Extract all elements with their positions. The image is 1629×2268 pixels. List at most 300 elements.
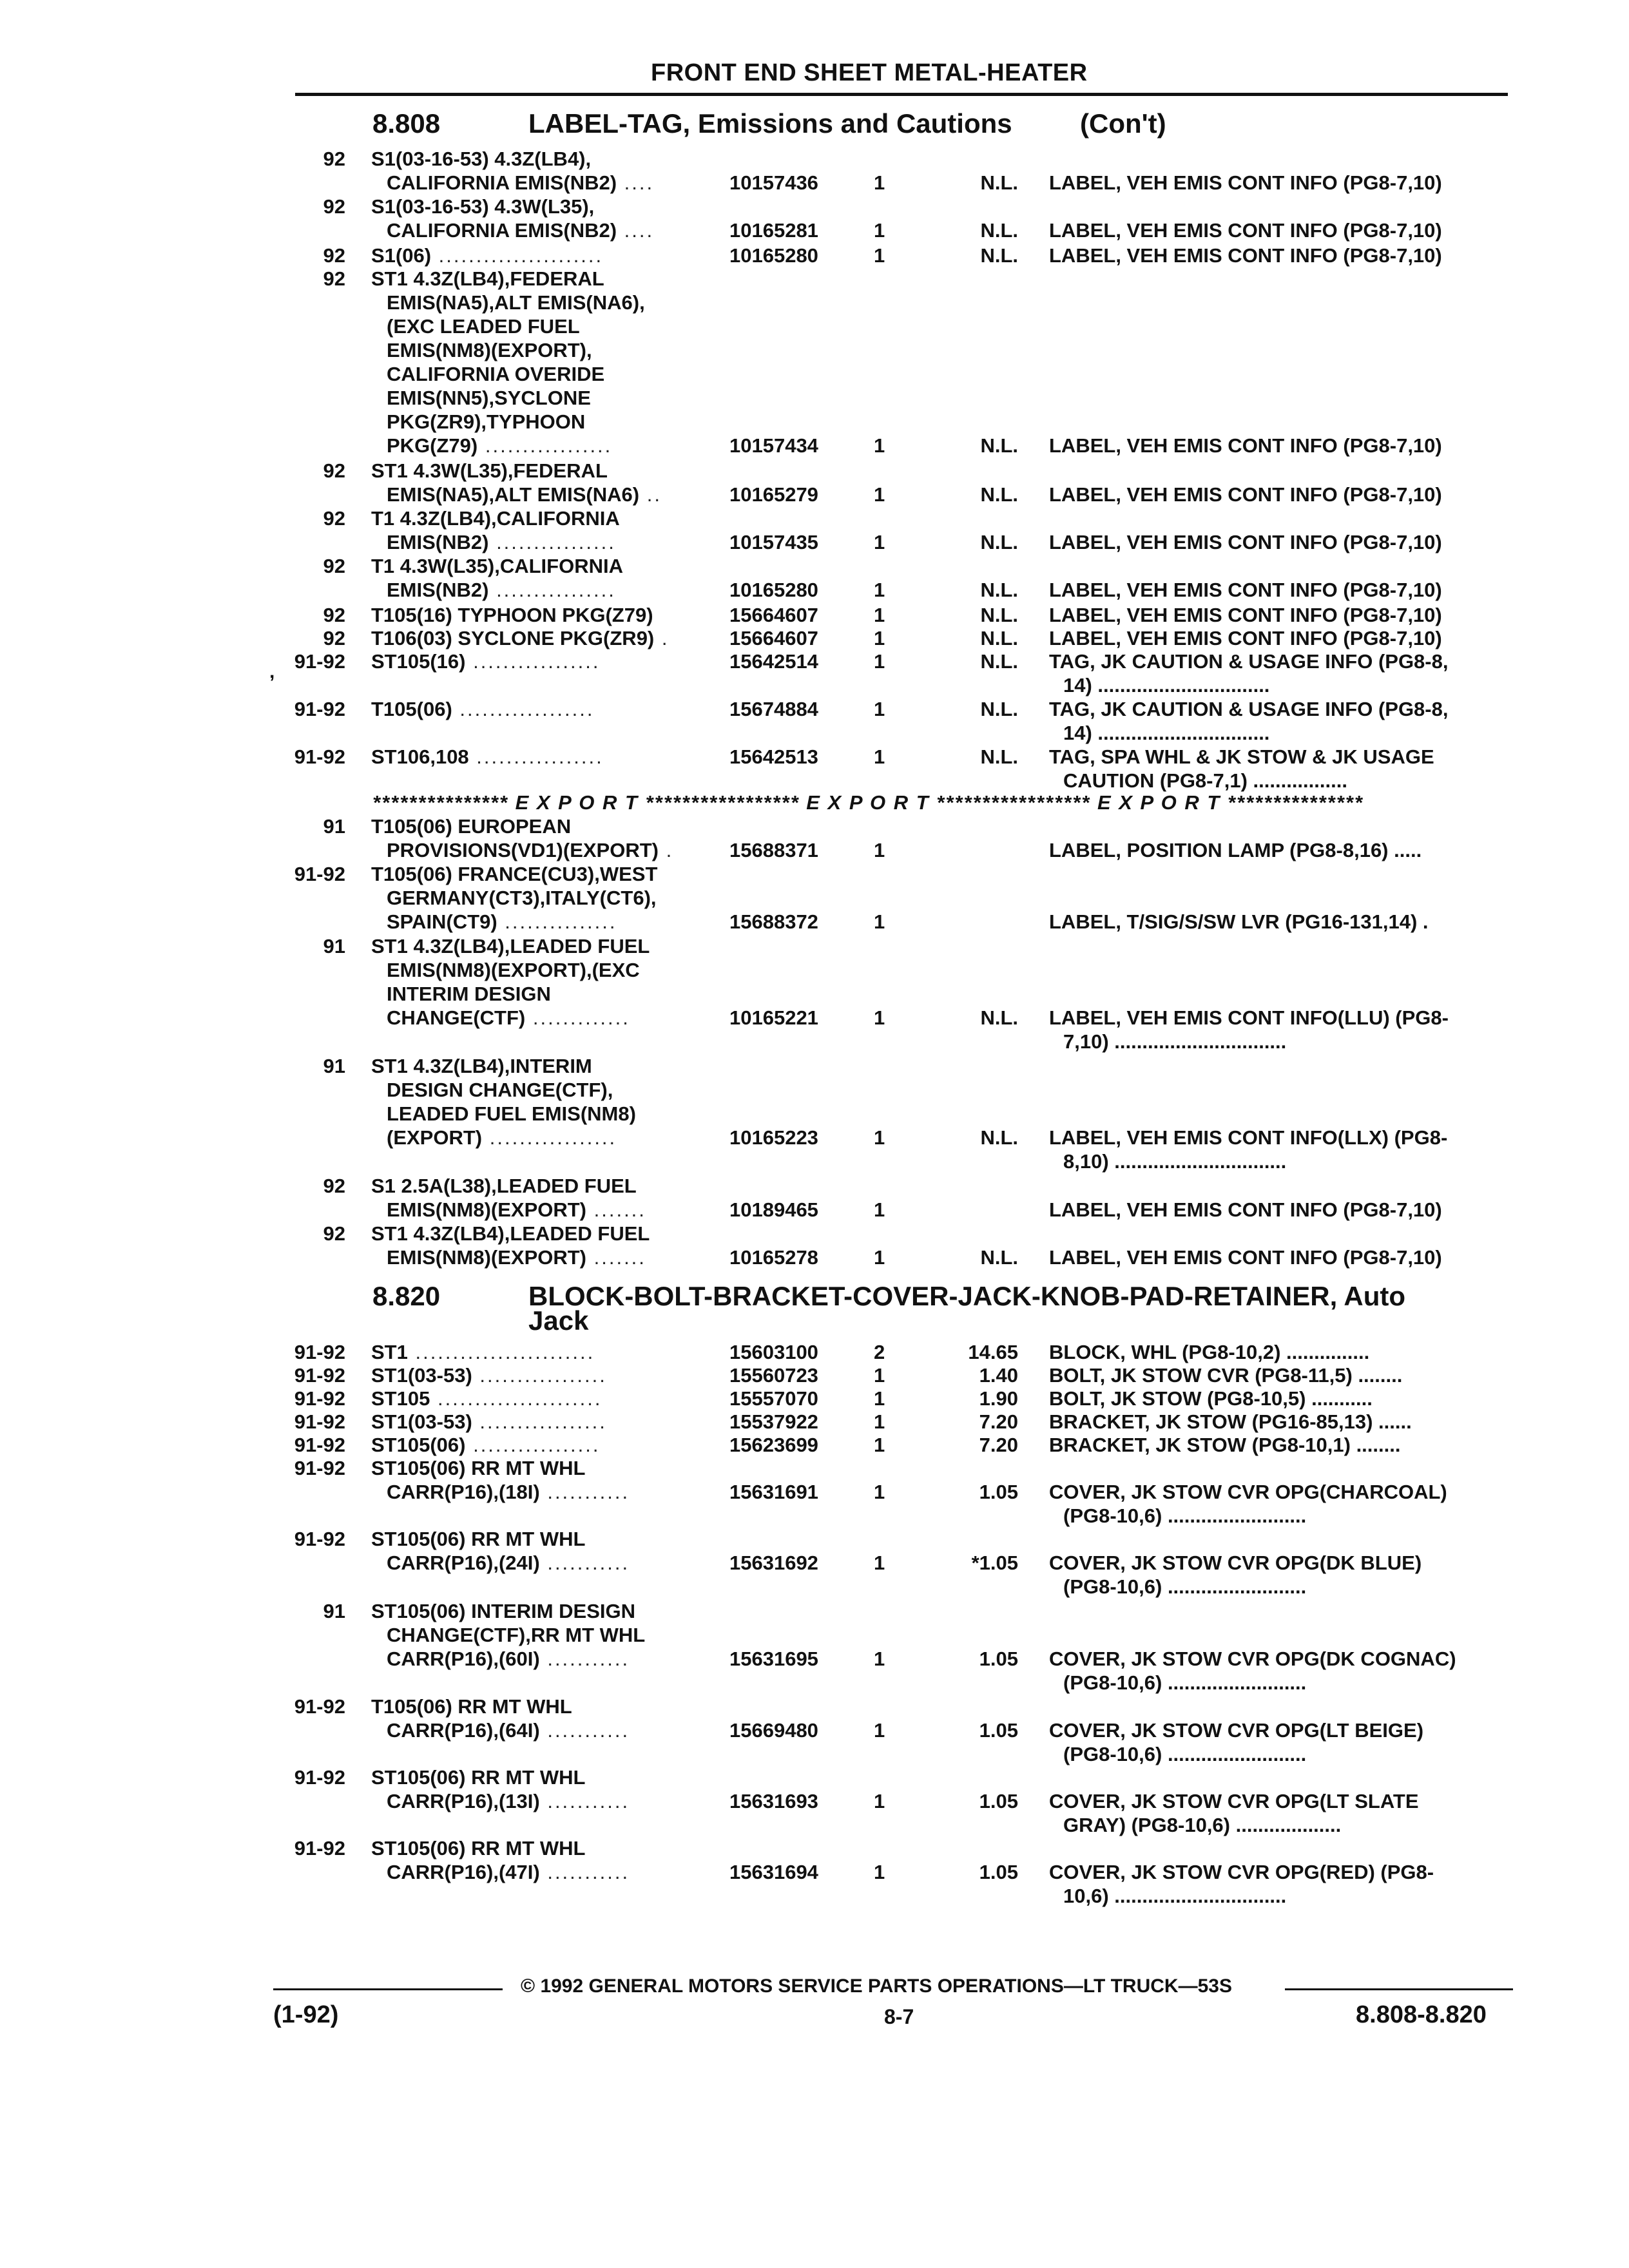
price: N.L.	[980, 244, 1018, 267]
model-year: 92	[323, 507, 345, 530]
description-line	[371, 578, 719, 602]
dot-leader: ...........	[539, 1552, 630, 1574]
nomenclature-line	[1049, 1575, 1513, 1599]
dot-leader: .	[654, 627, 670, 649]
model-year: 92	[323, 267, 345, 290]
description-line	[371, 1456, 719, 1480]
description-line	[371, 554, 719, 578]
nomenclature-text: WHL (PG8-10,2) ...............	[1125, 1341, 1370, 1363]
model-year: 91-92	[294, 1695, 345, 1718]
model-year: 91-92	[294, 698, 345, 720]
quantity: 1	[874, 1410, 885, 1433]
quantity: 1	[874, 1126, 885, 1149]
nomenclature-noun: TAG,	[1049, 698, 1095, 720]
description-line	[371, 1718, 719, 1742]
description-line	[371, 410, 719, 434]
quantity: 1	[874, 1719, 885, 1742]
quantity: 1	[874, 171, 885, 194]
section-title: LABEL-TAG, Emissions and Cautions	[528, 108, 1012, 139]
nomenclature-text: 10,6) ...............................	[1063, 1885, 1287, 1907]
description-text: T1 4.3W(L35),CALIFORNIA	[371, 555, 623, 577]
part-number: 15631691	[729, 1481, 818, 1503]
quantity: 1	[874, 650, 885, 673]
part-number: 15664607	[729, 604, 818, 626]
nomenclature	[1049, 1860, 1513, 1908]
part-number: 15623699	[729, 1434, 818, 1456]
description-text: SPAIN(CT9)	[387, 910, 497, 933]
description-line	[371, 1836, 719, 1860]
footer-copyright: © 1992 GENERAL MOTORS SERVICE PARTS OPERATIONS—LT TRUCK—53S	[521, 1975, 1232, 1997]
nomenclature-text: 14) ...............................	[1063, 722, 1270, 744]
nomenclature	[1049, 1387, 1513, 1410]
nomenclature	[1049, 626, 1513, 650]
nomenclature-line	[1049, 1410, 1513, 1434]
description-line	[371, 386, 719, 410]
description-text: CALIFORNIA OVERIDE	[387, 363, 605, 385]
page-title: FRONT END SHEET METAL-HEATER	[651, 59, 1088, 86]
nomenclature-noun: BRACKET,	[1049, 1410, 1150, 1433]
description-text: EMIS(NM8)(EXPORT)	[387, 1198, 586, 1221]
dot-leader: ........................	[407, 1341, 595, 1363]
dot-leader: ...........	[539, 1861, 630, 1883]
nomenclature	[1049, 530, 1513, 554]
description-line	[371, 1363, 719, 1387]
description-text: CARR(P16),(64I)	[387, 1719, 540, 1742]
nomenclature-line	[1049, 434, 1513, 457]
nomenclature-noun: LABEL,	[1049, 1198, 1121, 1221]
part-number: 10165280	[729, 244, 818, 267]
model-year: 91	[323, 935, 345, 957]
part-number: 15688372	[729, 910, 818, 933]
section-number: 8.808	[372, 108, 441, 139]
nomenclature-text: (PG8-10,6) .........................	[1063, 1743, 1307, 1765]
model-year: 92	[323, 604, 345, 626]
model-year: 91-92	[294, 1457, 345, 1479]
nomenclature-text: JK CAUTION & USAGE INFO (PG8-8,	[1095, 650, 1449, 673]
nomenclature-line	[1049, 721, 1513, 745]
description-text: EMIS(NN5),SYCLONE	[387, 387, 591, 409]
description-line	[371, 603, 719, 627]
nomenclature-line	[1049, 1340, 1513, 1364]
nomenclature-line	[1049, 649, 1513, 673]
description-text: CARR(P16),(18I)	[387, 1481, 540, 1503]
nomenclature-noun: LABEL,	[1049, 627, 1121, 649]
nomenclature-line	[1049, 1030, 1513, 1053]
price: N.L.	[980, 171, 1018, 194]
model-year: 91-92	[294, 1387, 345, 1410]
nomenclature-noun: LABEL,	[1049, 171, 1121, 194]
nomenclature-noun: LABEL,	[1049, 219, 1121, 242]
nomenclature	[1049, 649, 1513, 697]
description-text: CARR(P16),(13I)	[387, 1790, 540, 1812]
part-number: 15603100	[729, 1341, 818, 1363]
price: 1.05	[979, 1648, 1018, 1670]
section-title-continued: Jack	[528, 1305, 589, 1336]
description-line	[371, 1623, 719, 1647]
price: N.L.	[980, 627, 1018, 649]
nomenclature-text: JK STOW CVR OPG(DK COGNAC)	[1125, 1648, 1456, 1670]
price: 14.65	[968, 1341, 1018, 1363]
nomenclature-line	[1049, 603, 1513, 627]
model-year: 92	[323, 1175, 345, 1197]
nomenclature-line	[1049, 1480, 1513, 1504]
description-text: EMIS(NM8)(EXPORT)	[387, 1246, 586, 1269]
description-text: ST1(03-53)	[371, 1410, 472, 1433]
nomenclature-line	[1049, 218, 1513, 242]
description	[371, 1174, 719, 1222]
description-line	[371, 244, 719, 267]
description-line	[371, 1387, 719, 1410]
nomenclature-line	[1049, 1433, 1513, 1457]
nomenclature-noun: COVER,	[1049, 1790, 1126, 1812]
section-title: BLOCK-BOLT-BRACKET-COVER-JACK-KNOB-PAD-RETAINER, Auto	[528, 1281, 1406, 1311]
dot-leader: .................	[482, 1126, 617, 1149]
model-year: 91-92	[294, 1766, 345, 1789]
nomenclature-line	[1049, 1126, 1513, 1149]
model-year: 91-92	[294, 1434, 345, 1456]
price: *1.05	[971, 1552, 1018, 1574]
nomenclature-text: JK STOW CVR OPG(LT SLATE	[1125, 1790, 1419, 1812]
dot-leader: ....	[617, 171, 655, 194]
part-number: 15560723	[729, 1364, 818, 1387]
quantity: 1	[874, 1387, 885, 1410]
part-number: 10165278	[729, 1246, 818, 1269]
dot-leader: ................	[488, 579, 616, 601]
description	[371, 934, 719, 1030]
nomenclature-text: VEH EMIS CONT INFO (PG8-7,10)	[1121, 627, 1442, 649]
part-number: 15557070	[729, 1387, 818, 1410]
nomenclature-noun: LABEL,	[1049, 1246, 1121, 1269]
description-line	[371, 530, 719, 554]
description-text: ST105(06) RR MT WHL	[371, 1766, 586, 1789]
price: 1.05	[979, 1719, 1018, 1742]
model-year: 91-92	[294, 863, 345, 885]
nomenclature	[1049, 244, 1513, 267]
nomenclature	[1049, 1789, 1513, 1837]
description	[371, 862, 719, 934]
description-line	[371, 267, 719, 291]
nomenclature-line	[1049, 1149, 1513, 1173]
quantity: 1	[874, 1198, 885, 1221]
footer-rule-left	[273, 1988, 503, 1990]
description	[371, 1387, 719, 1410]
dot-leader: ......................	[430, 1387, 602, 1410]
description-text: ST105(06) RR MT WHL	[371, 1837, 586, 1860]
description-line	[371, 626, 719, 650]
model-year: 91-92	[294, 1364, 345, 1387]
dot-leader: ...........	[539, 1481, 630, 1503]
model-year: 92	[323, 555, 345, 577]
dot-leader: .................	[477, 434, 613, 457]
nomenclature	[1049, 697, 1513, 745]
nomenclature	[1049, 910, 1513, 934]
nomenclature-text: VEH EMIS CONT INFO (PG8-7,10)	[1121, 1198, 1442, 1221]
dot-leader: .................	[472, 1410, 607, 1433]
quantity: 1	[874, 1861, 885, 1883]
nomenclature-text: VEH EMIS CONT INFO (PG8-7,10)	[1121, 219, 1442, 242]
price: N.L.	[980, 1246, 1018, 1269]
description-text: ST105(06) RR MT WHL	[371, 1457, 586, 1479]
part-number: 15631693	[729, 1790, 818, 1812]
description-line	[371, 649, 719, 673]
nomenclature	[1049, 1410, 1513, 1434]
description-line	[371, 1695, 719, 1718]
description-line	[371, 958, 719, 982]
nomenclature	[1049, 1340, 1513, 1364]
nomenclature-text: JK STOW CVR OPG(CHARCOAL)	[1125, 1481, 1447, 1503]
export-divider: *************** E X P O R T ***************** E X P O R T ***************** E X P O R T ***************	[372, 791, 1364, 814]
part-number: 10157436	[729, 171, 818, 194]
description-text: GERMANY(CT3),ITALY(CT6),	[387, 887, 657, 909]
description-text: CARR(P16),(47I)	[387, 1861, 540, 1883]
nomenclature-noun: LABEL,	[1049, 839, 1121, 861]
dot-leader: .......	[586, 1246, 646, 1269]
nomenclature	[1049, 1480, 1513, 1528]
nomenclature-noun: COVER,	[1049, 1481, 1126, 1503]
nomenclature-noun: LABEL,	[1049, 604, 1121, 626]
description-line	[371, 1480, 719, 1504]
nomenclature-text: VEH EMIS CONT INFO (PG8-7,10)	[1121, 1246, 1442, 1269]
description-text: ST105(06) RR MT WHL	[371, 1528, 586, 1550]
nomenclature-text: (PG8-10,6) .........................	[1063, 1575, 1307, 1598]
description	[371, 506, 719, 554]
description-text: ST105	[371, 1387, 430, 1410]
nomenclature	[1049, 1126, 1513, 1173]
part-number: 15688371	[729, 839, 818, 861]
nomenclature-text: JK STOW CVR OPG(RED) (PG8-	[1125, 1861, 1434, 1883]
nomenclature-noun: COVER,	[1049, 1861, 1126, 1883]
price: 1.05	[979, 1481, 1018, 1503]
description-text: EMIS(NM8)(EXPORT),(EXC	[387, 959, 640, 981]
nomenclature	[1049, 1198, 1513, 1222]
nomenclature-text: GRAY) (PG8-10,6) ...................	[1063, 1814, 1342, 1836]
quantity: 1	[874, 910, 885, 933]
part-number: 10189465	[729, 1198, 818, 1221]
dot-leader: .................	[465, 1434, 601, 1456]
description-line	[371, 1222, 719, 1245]
nomenclature-text: POSITION LAMP (PG8-8,16) .....	[1121, 839, 1422, 861]
description-text: S1(06)	[371, 244, 432, 267]
description-text: ST1	[371, 1341, 408, 1363]
price: N.L.	[980, 1006, 1018, 1029]
nomenclature	[1049, 578, 1513, 602]
nomenclature-line	[1049, 838, 1513, 862]
nomenclature-line	[1049, 745, 1513, 769]
nomenclature-text: (PG8-10,6) .........................	[1063, 1504, 1307, 1527]
description-line	[371, 506, 719, 530]
quantity: 1	[874, 745, 885, 768]
nomenclature	[1049, 218, 1513, 242]
nomenclature-line	[1049, 1860, 1513, 1884]
description-text: T105(06) RR MT WHL	[371, 1695, 572, 1718]
nomenclature-line	[1049, 673, 1513, 697]
description	[371, 267, 719, 457]
description-line	[371, 745, 719, 769]
nomenclature-text: JK STOW CVR OPG(LT BEIGE)	[1125, 1719, 1424, 1742]
description-line	[371, 1078, 719, 1102]
quantity: 1	[874, 1364, 885, 1387]
nomenclature	[1049, 1647, 1513, 1695]
description	[371, 1836, 719, 1884]
quantity: 1	[874, 698, 885, 720]
price: 7.20	[979, 1410, 1018, 1433]
description	[371, 626, 719, 650]
description-line	[371, 459, 719, 483]
nomenclature-noun: LABEL,	[1049, 579, 1121, 601]
part-number: 15642513	[729, 745, 818, 768]
description-text: PKG(ZR9),TYPHOON	[387, 410, 586, 433]
nomenclature-text: JK STOW (PG8-10,1) ........	[1150, 1434, 1401, 1456]
description-text: INTERIM DESIGN	[387, 983, 551, 1005]
description-line	[371, 483, 719, 506]
description-line	[371, 1647, 719, 1671]
description-line	[371, 291, 719, 314]
nomenclature-noun: COVER,	[1049, 1719, 1126, 1742]
description	[371, 1599, 719, 1671]
nomenclature	[1049, 1363, 1513, 1387]
price: 7.20	[979, 1434, 1018, 1456]
description	[371, 697, 719, 721]
description-text: ST1 4.3Z(LB4),LEADED FUEL	[371, 935, 650, 957]
part-number: 10157434	[729, 434, 818, 457]
nomenclature-text: (PG8-10,6) .........................	[1063, 1671, 1307, 1694]
part-number: 15669480	[729, 1719, 818, 1742]
part-number: 15631694	[729, 1861, 818, 1883]
description-text: CARR(P16),(24I)	[387, 1552, 540, 1574]
nomenclature-line	[1049, 1671, 1513, 1695]
description-line	[371, 1551, 719, 1575]
nomenclature-text: VEH EMIS CONT INFO(LLX) (PG8-	[1121, 1126, 1448, 1149]
description-text: ST1 4.3Z(LB4),LEADED FUEL	[371, 1222, 650, 1245]
description-line	[371, 1174, 719, 1198]
model-year: 91-92	[294, 650, 345, 673]
description	[371, 1054, 719, 1149]
description-line	[371, 1860, 719, 1884]
model-year: 92	[323, 244, 345, 267]
nomenclature-noun: LABEL,	[1049, 1006, 1121, 1029]
price: N.L.	[980, 531, 1018, 553]
description-line	[371, 1433, 719, 1457]
price: N.L.	[980, 1126, 1018, 1149]
price: 1.90	[979, 1387, 1018, 1410]
nomenclature-line	[1049, 483, 1513, 506]
quantity: 1	[874, 244, 885, 267]
description-line	[371, 434, 719, 457]
description-line	[371, 362, 719, 386]
description-line	[371, 314, 719, 338]
dot-leader: .......	[586, 1198, 646, 1221]
description-text: EMIS(NA5),ALT EMIS(NA6)	[387, 483, 640, 506]
nomenclature-line	[1049, 697, 1513, 721]
description-text: DESIGN CHANGE(CTF),	[387, 1079, 613, 1101]
model-year: 91-92	[294, 1410, 345, 1433]
nomenclature	[1049, 1551, 1513, 1599]
nomenclature-text: JK STOW (PG16-85,13) ......	[1150, 1410, 1412, 1433]
nomenclature	[1049, 1245, 1513, 1269]
nomenclature-text: VEH EMIS CONT INFO (PG8-7,10)	[1121, 483, 1442, 506]
description-line	[371, 1340, 719, 1364]
nomenclature-text: 7,10) ...............................	[1063, 1030, 1287, 1053]
nomenclature	[1049, 603, 1513, 627]
description-line	[371, 1126, 719, 1149]
nomenclature-text: VEH EMIS CONT INFO (PG8-7,10)	[1121, 434, 1442, 457]
part-number: 15631695	[729, 1648, 818, 1670]
description-line	[371, 195, 719, 218]
part-number: 10157435	[729, 531, 818, 553]
price: N.L.	[980, 434, 1018, 457]
part-number: 10165221	[729, 1006, 818, 1029]
quantity: 1	[874, 579, 885, 601]
description-text: EMIS(NA5),ALT EMIS(NA6),	[387, 291, 645, 314]
model-year: 91-92	[294, 1837, 345, 1860]
nomenclature-line	[1049, 1742, 1513, 1766]
footer-section-range: 8.808-8.820	[1356, 2001, 1487, 2028]
description-line	[371, 171, 719, 195]
section-continued: (Con't)	[1080, 108, 1166, 139]
nomenclature-line	[1049, 1245, 1513, 1269]
description	[371, 814, 719, 862]
description	[371, 1363, 719, 1387]
description	[371, 603, 719, 627]
nomenclature-line	[1049, 1647, 1513, 1671]
model-year: 91	[323, 1055, 345, 1077]
model-year: 91-92	[294, 1528, 345, 1550]
model-year: 92	[323, 627, 345, 649]
nomenclature-noun: LABEL,	[1049, 244, 1121, 267]
nomenclature	[1049, 1433, 1513, 1457]
dot-leader: ...........	[539, 1790, 630, 1812]
nomenclature	[1049, 745, 1513, 793]
description-line	[371, 1245, 719, 1269]
description-text: EMIS(NB2)	[387, 579, 489, 601]
description	[371, 1410, 719, 1434]
description-line	[371, 1765, 719, 1789]
nomenclature-noun: BOLT,	[1049, 1387, 1106, 1410]
description-line	[371, 1789, 719, 1813]
description-text: CARR(P16),(60I)	[387, 1648, 540, 1670]
model-year: 92	[323, 459, 345, 482]
description-text: T105(06)	[371, 698, 452, 720]
description-text: ST1 4.3Z(LB4),INTERIM	[371, 1055, 592, 1077]
dot-leader: ..	[639, 483, 662, 506]
description-text: T106(03) SYCLONE PKG(ZR9)	[371, 627, 655, 649]
price: N.L.	[980, 579, 1018, 601]
quantity: 1	[874, 434, 885, 457]
description	[371, 745, 719, 769]
part-number: 15664607	[729, 627, 818, 649]
description-text: (EXPORT)	[387, 1126, 483, 1149]
nomenclature-line	[1049, 1006, 1513, 1030]
part-number: 10165280	[729, 579, 818, 601]
description	[371, 1695, 719, 1742]
description-line	[371, 862, 719, 886]
dot-leader: ..................	[452, 698, 595, 720]
section-number: 8.820	[372, 1281, 441, 1311]
description-line	[371, 934, 719, 958]
model-year: 91-92	[294, 1341, 345, 1363]
dot-leader: ...........	[539, 1648, 630, 1670]
footer-page-number: 8-7	[884, 2005, 914, 2028]
description-text: CALIFORNIA EMIS(NB2)	[387, 171, 617, 194]
nomenclature-line	[1049, 1551, 1513, 1575]
nomenclature	[1049, 1718, 1513, 1766]
nomenclature-noun: BOLT,	[1049, 1364, 1106, 1387]
quantity: 1	[874, 627, 885, 649]
description-line	[371, 1599, 719, 1623]
nomenclature-line	[1049, 1718, 1513, 1742]
description-line	[371, 338, 719, 362]
description	[371, 649, 719, 673]
